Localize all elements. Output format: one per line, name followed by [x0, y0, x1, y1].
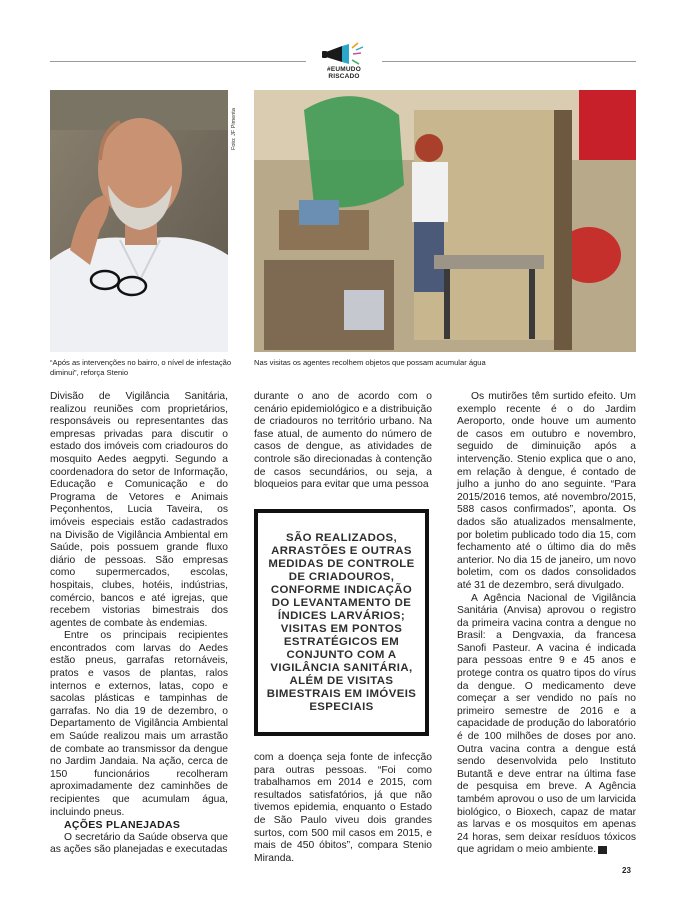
photo-credit: Foto: JF Pimenta [231, 108, 237, 150]
article-column-2-bottom [254, 752, 432, 865]
photo-stenio-portrait [50, 90, 228, 352]
page-number: 23 [622, 866, 631, 875]
paragraph: durante o ano de acordo com o cenário epidemiológico e a distribuição de criadouros no território urbano. Na fase atual, de aumento do número de casos de dengue, as atividades de controle são direcionadas à contenção de casos secundários, ou seja, a bloqueios para evitar que uma pessoa [254, 391, 432, 491]
paragraph: O secretário da Saúde observa que as ações são planejadas e executadas [50, 831, 228, 856]
megaphone-icon [312, 40, 376, 68]
paragraph-text: A Agência Nacional de Vigilância Sanitária (Anvisa) aprovou o registro da primeira vacina contra a dengue no Brasil: a Dengvaxia, da francesa Sanofi Pasteur. A vacina é indicada para pessoas entre 9 e 45 anos e protege contra os quatro tipos do vírus da dengue. O medicamento deve começar a ser vendido no país no primeiro semestre de 2016 e a capacidade de produção do laboratório é de 100 milhões de doses por ano. Outra vacina contra a dengue está sendo desenvolvida pelo Instituto Butantã e deve entrar na última fase de pesquisa em breve. A Agência também aprovou o uso de um larvicida biológico, o Bioxech, capaz de matar as larvas e os mosquitos em apenas 24 horas, sem deixar resíduos tóxicos que agridam o meio ambiente. [457, 592, 636, 856]
magazine-logo [312, 40, 376, 80]
logo-text [312, 66, 376, 80]
article-column-2-top [254, 391, 432, 492]
caption-left: “Após as intervenções no bairro, o nível de infestação diminui”, reforça Stenio [50, 358, 232, 377]
paragraph-last [457, 593, 636, 857]
header-rule-right [382, 61, 636, 62]
paragraph: com a doença seja fonte de infecção para outras pessoas. “Foi como trabalhamos em 2014 e 2015, com resultados satisfatórios, já que não tivemos epidemia, enquanto o Estado de São Paulo viveu dois grandes surtos, com 500 mil casos em 2015, e mais de 450 óbitos”, compara Stenio Miranda. [254, 752, 432, 864]
photo-agents-collecting [254, 90, 636, 352]
paragraph: Os mutirões têm surtido efeito. Um exemplo recente é o do Jardim Aeroporto, onde houve um aumento de casos em outubro e novembro, seguido de diminuição após a intervenção. Stenio explica que o ano, em relação à dengue, é contado de julho a junho do ano seguinte. “Para 2015/2016 temos, até novembro/2015, 588 casos confirmados”, aponta. Os dados são atualizados mensalmente, por boletim publicado todo dia 15, com fechamento até o último dia do mês anterior. No dia 15 de janeiro, um novo boletim, com os dados consolidados até 31 de dezembro, será divulgado. [457, 391, 636, 591]
paragraph: Entre os principais recipientes encontrados com larvas do Aedes estão pneus, garrafas retornáveis, pratos e vasos de plantas, ralos internos e externos, latas, copo e sacolas plásticas e tampinhas de garrafas. No dia 19 de dezembro, o Departamento de Vigilância Ambiental em Saúde realizou mais um arrastão de combate ao transmissor da dengue no Jardim Jandaia. Na ação, cerca de 150 funcionários recolheram aproximadamente dez caminhões de recipientes que acumulam água, incluindo pneus. [50, 630, 228, 818]
header-rule-left [50, 61, 306, 62]
pull-quote: SÃO REALIZADOS, ARRASTÕES E OUTRAS MEDIDAS DE CONTROLE DE CRIADOUROS, CONFORME INDICAÇÃO DO LEVANTAMENTO DE ÍNDICES LARVÁRIOS; VISITAS EM PONTOS ESTRATÉGICOS EM CONJUNTO COM A VIGILÂNCIA SANITÁRIA, ALÉM DE VISITAS BIMESTRAIS EM IMÓVEIS ESPECIAIS [266, 531, 417, 713]
paragraph: Divisão de Vigilância Sanitária, realizou reuniões com proprietários, responsáveis ou representantes das empresas privadas para discutir o estado dos imóveis com criadouros do mosquito Aedes aegpyti. Segundo a coordenadora do setor de Informação, Educação e Comunicação e do Programa de Vetores e Animais Peçonhentos, Lucia Taveira, os imóveis especiais estão cadastrados na Divisão de Vigilância Ambiental em Saúde, pois possuem grande fluxo diário de pessoas. São empresas como supermercados, escolas, hospitais, clubes, hotéis, indústrias, comércio, bancos e até igrejas, que recebem vistorias bimestrais dos agentes de combate às endemias. [50, 391, 228, 629]
article-column-3 [457, 391, 636, 857]
logo-line-2: RISCADO [328, 73, 360, 80]
pull-quote-box [254, 509, 429, 736]
logo-line-1: #EUMUDO [327, 66, 361, 73]
end-of-article-icon [598, 846, 607, 854]
section-subheading: AÇÕES PLANEJADAS [64, 819, 181, 832]
article-column-1 [50, 391, 228, 857]
caption-right: Nas visitas os agentes recolhem objetos que possam acumular água [254, 358, 486, 367]
